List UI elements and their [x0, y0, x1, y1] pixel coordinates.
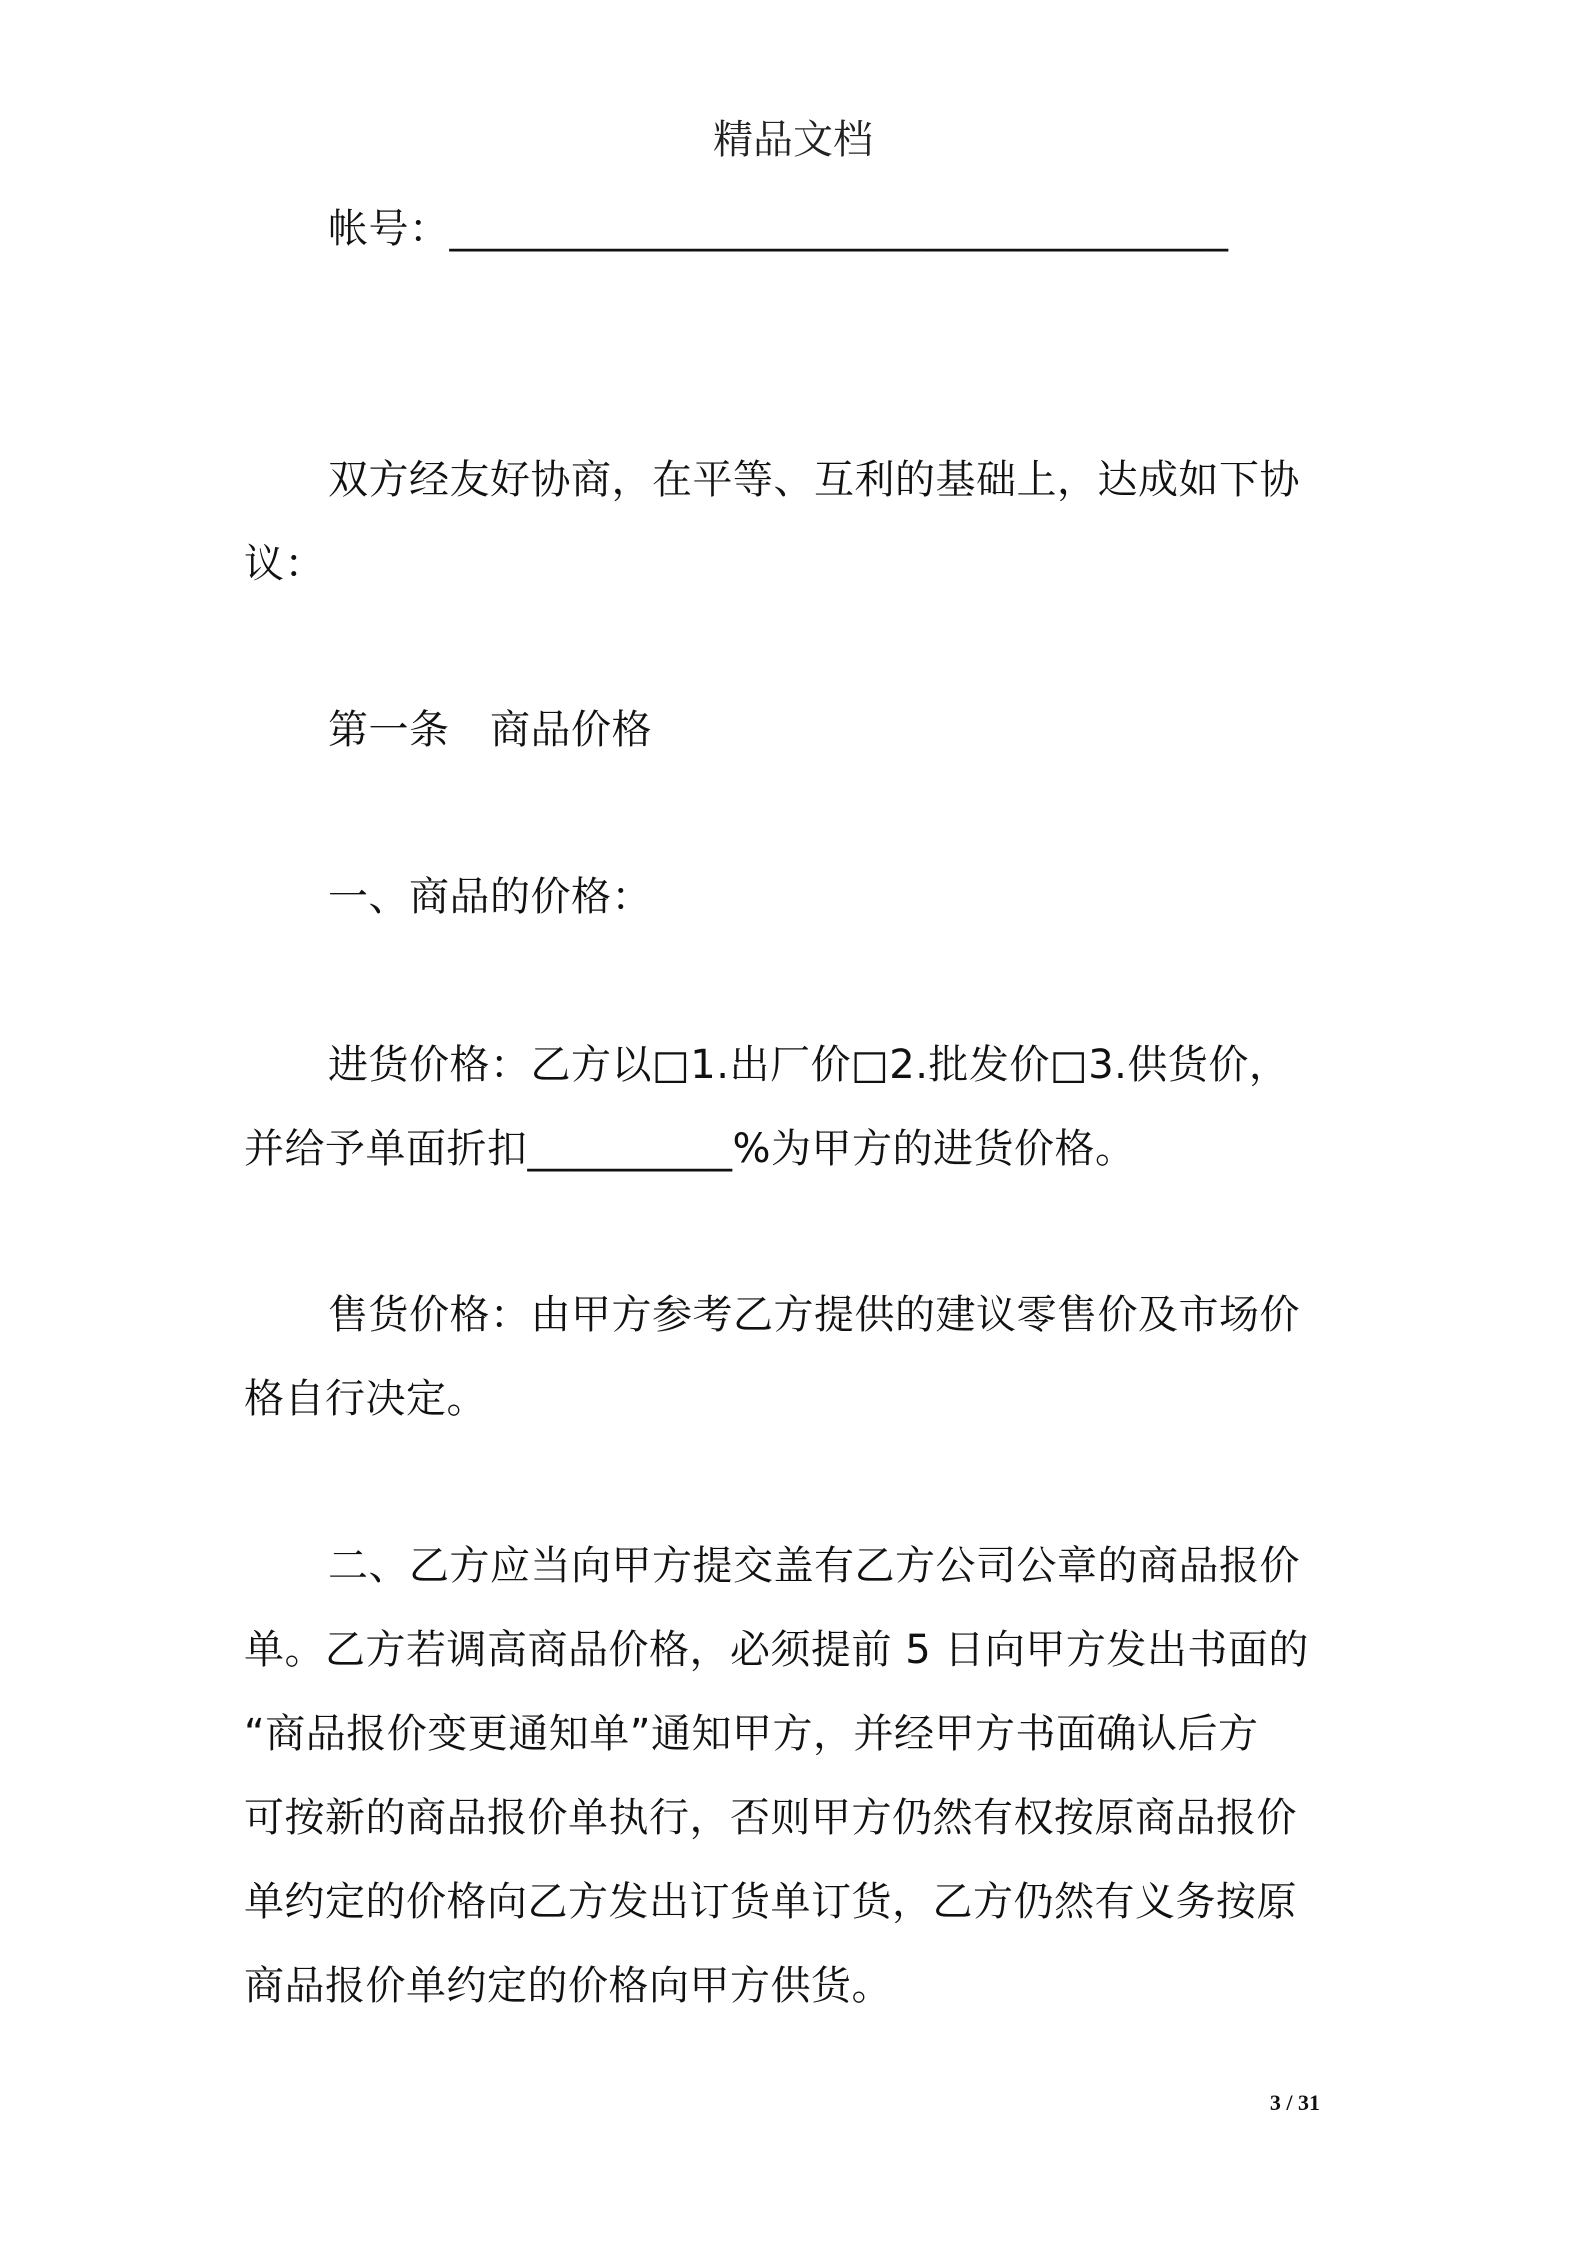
page-number: 3 / 31 [1269, 2090, 1320, 2115]
section-2-line-3: “商品报价变更通知单”通知甲方，并经甲方书面确认后方 [244, 1711, 1259, 1757]
purchase-price-line-1: 进货价格：乙方以□1.出厂价□2.批发价□3.供货价， [328, 1042, 1290, 1088]
account-line [328, 187, 1354, 271]
section-2-line-1: 二、乙方应当向甲方提交盖有乙方公司公章的商品报价 [328, 1543, 1300, 1589]
section-2-line-2: 单。乙方若调高商品价格，必须提前 5 日向甲方发出书面的 [244, 1627, 1309, 1673]
section-2-line-4: 可按新的商品报价单执行，否则甲方仍然有权按原商品报价 [244, 1795, 1297, 1841]
account-blank: ______________________________________ [449, 206, 1229, 252]
account-label: 帐号： [328, 206, 450, 252]
section-2-line-6: 商品报价单约定的价格向甲方供货。 [244, 1963, 892, 2009]
page-header-title: 精品文档 [713, 117, 873, 163]
sale-price-line-2: 格自行决定。 [244, 1376, 487, 1422]
intro-line-1: 双方经友好协商，在平等、互利的基础上，达成如下协 [328, 457, 1300, 503]
purchase-price-line-2: 并给予单面折扣__________%为甲方的进货价格。 [244, 1126, 1136, 1172]
sale-price-line-1: 售货价格：由甲方参考乙方提供的建议零售价及市场价 [328, 1292, 1300, 1338]
intro-line-2: 议： [244, 541, 325, 587]
section-2-line-5: 单约定的价格向乙方发出订货单订货，乙方仍然有义务按原 [244, 1879, 1297, 1925]
section-1-title: 一、商品的价格： [328, 874, 652, 920]
article-1-title: 第一条 商品价格 [328, 707, 652, 753]
